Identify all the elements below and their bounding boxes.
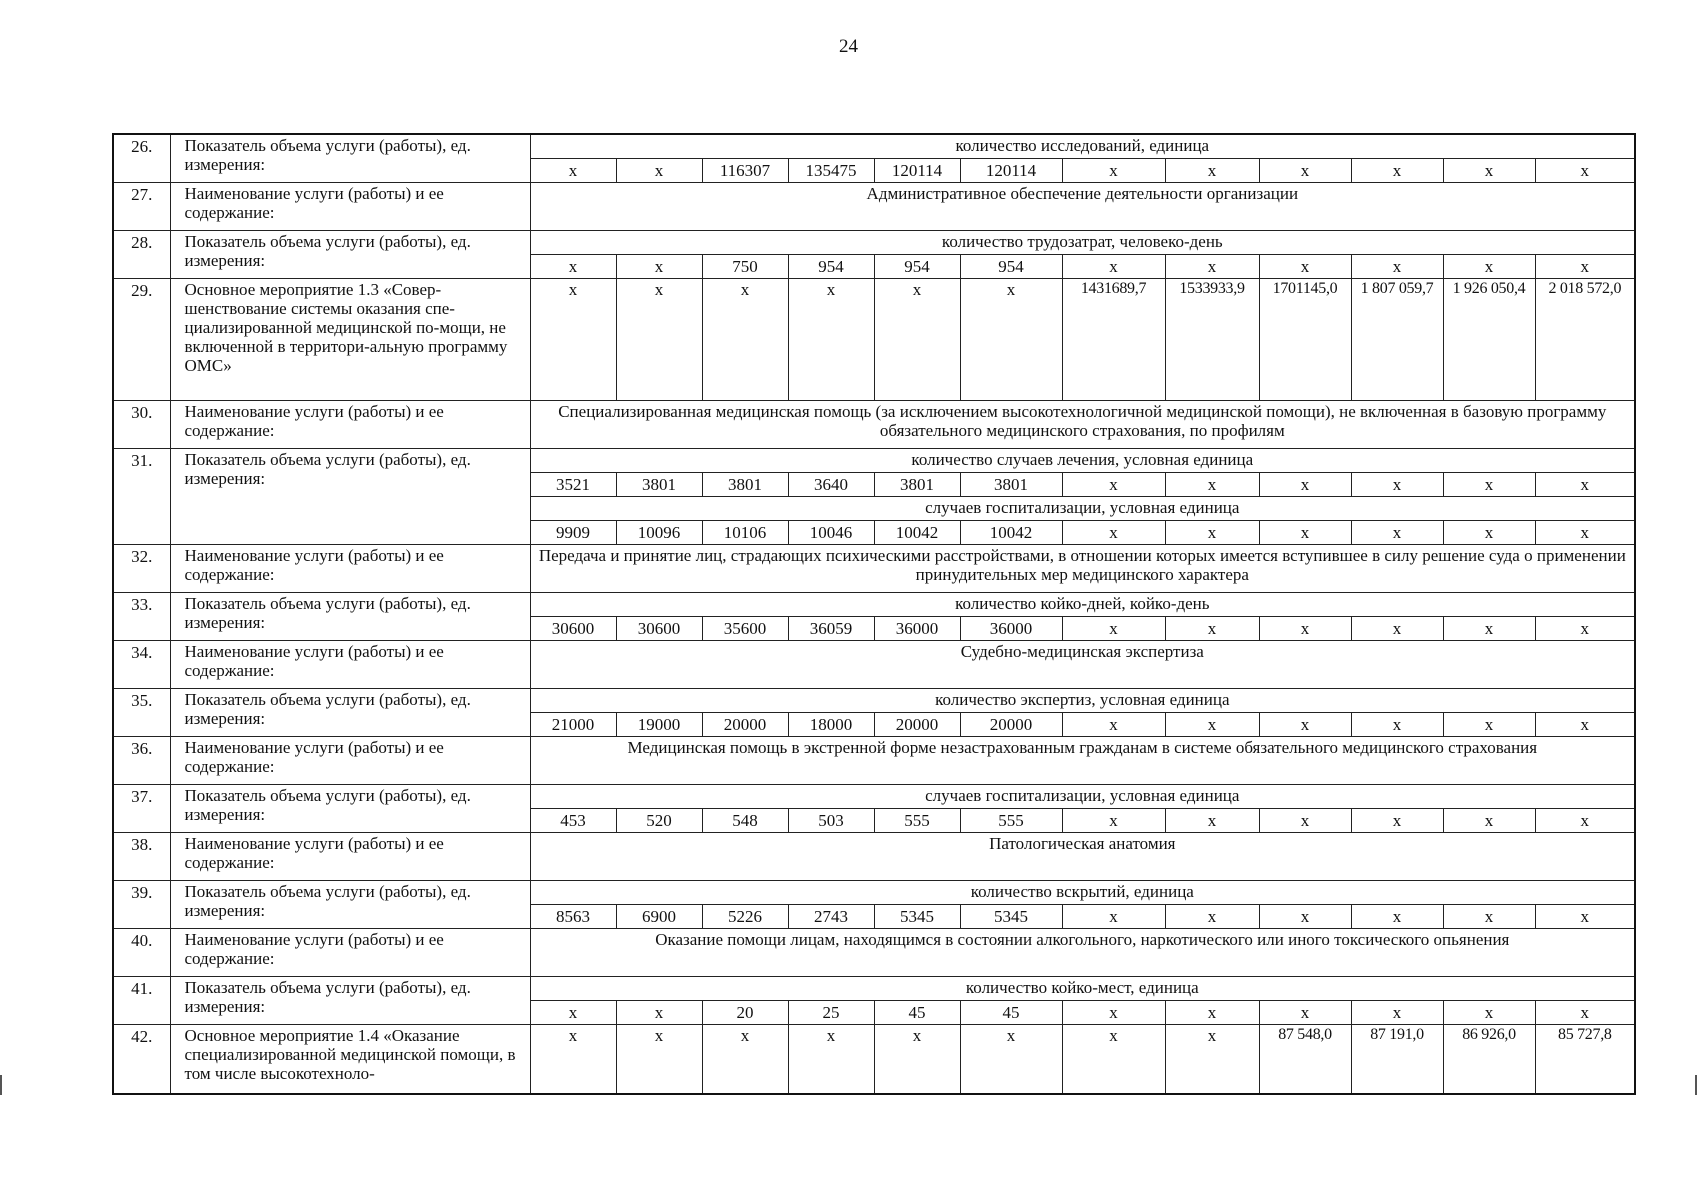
value-cell: x <box>1443 254 1535 278</box>
value-cell: 1 807 059,7 <box>1351 278 1443 400</box>
value-cell: x <box>1259 616 1351 640</box>
value-cell: x <box>1351 808 1443 832</box>
row-label: Показатель объема услуги (работы), ед. измерения: <box>170 880 530 928</box>
table-row <box>113 448 1635 472</box>
value-cell: 21000 <box>530 712 616 736</box>
row-number: 42. <box>113 1024 170 1094</box>
value-cell: 954 <box>788 254 874 278</box>
value-cell: x <box>530 1000 616 1024</box>
value-cell: 555 <box>960 808 1062 832</box>
value-cell: 87 548,0 <box>1259 1024 1351 1094</box>
value-cell: 3801 <box>960 472 1062 496</box>
value-cell: 85 727,8 <box>1535 1024 1635 1094</box>
value-cell: 10042 <box>874 520 960 544</box>
table-row <box>113 134 1635 158</box>
value-cell: x <box>1165 904 1259 928</box>
value-cell: 10106 <box>702 520 788 544</box>
value-cell: x <box>960 278 1062 400</box>
value-cell: 548 <box>702 808 788 832</box>
value-cell: 1701145,0 <box>1259 278 1351 400</box>
value-cell: x <box>1535 254 1635 278</box>
value-cell: 120114 <box>960 158 1062 182</box>
row-label: Наименование услуги (работы) и ее содержание: <box>170 544 530 592</box>
value-cell: x <box>1165 520 1259 544</box>
table-row <box>113 544 1635 592</box>
value-cell: 8563 <box>530 904 616 928</box>
unit-of-measure: количество койко-мест, единица <box>530 976 1635 1000</box>
value-cell: x <box>1259 520 1351 544</box>
value-cell: x <box>616 278 702 400</box>
value-cell: x <box>1259 472 1351 496</box>
value-cell: x <box>1062 904 1165 928</box>
row-label: Наименование услуги (работы) и ее содержание: <box>170 400 530 448</box>
table-row <box>113 880 1635 904</box>
value-cell: x <box>960 1024 1062 1094</box>
row-number: 29. <box>113 278 170 400</box>
value-cell: x <box>1443 1000 1535 1024</box>
table-row <box>113 182 1635 230</box>
service-name: Передача и принятие лиц, страдающих психическими расстройствами, в отношении которых имеется вступившее в силу решение суда о применении принудительных мер медицинского характера <box>530 544 1635 592</box>
value-cell: x <box>616 158 702 182</box>
table-row <box>113 832 1635 880</box>
value-cell: x <box>616 1024 702 1094</box>
value-cell: x <box>1443 712 1535 736</box>
row-label: Показатель объема услуги (работы), ед. измерения: <box>170 134 530 182</box>
value-cell: x <box>1062 254 1165 278</box>
row-number: 41. <box>113 976 170 1024</box>
value-cell: 19000 <box>616 712 702 736</box>
value-cell: x <box>1259 1000 1351 1024</box>
table-row <box>113 784 1635 808</box>
value-cell: x <box>1062 158 1165 182</box>
value-cell: 20000 <box>960 712 1062 736</box>
table-row <box>113 230 1635 254</box>
service-name: Медицинская помощь в экстренной форме незастрахованным гражданам в системе обязательного медицинского страхования <box>530 736 1635 784</box>
value-cell: 20000 <box>874 712 960 736</box>
value-cell: x <box>1443 904 1535 928</box>
value-cell: 18000 <box>788 712 874 736</box>
value-cell: x <box>1062 1000 1165 1024</box>
value-cell: x <box>1535 616 1635 640</box>
value-cell: 135475 <box>788 158 874 182</box>
service-name: Оказание помощи лицам, находящимся в состоянии алкогольного, наркотического или иного токсического опьянения <box>530 928 1635 976</box>
value-cell: 45 <box>874 1000 960 1024</box>
value-cell: x <box>1351 712 1443 736</box>
row-number: 39. <box>113 880 170 928</box>
value-cell: 36000 <box>874 616 960 640</box>
value-cell: x <box>530 278 616 400</box>
value-cell: 86 926,0 <box>1443 1024 1535 1094</box>
value-cell: x <box>788 1024 874 1094</box>
value-cell: 1 926 050,4 <box>1443 278 1535 400</box>
value-cell: x <box>1062 616 1165 640</box>
value-cell: 5345 <box>874 904 960 928</box>
value-cell: x <box>1535 472 1635 496</box>
value-cell: x <box>1351 904 1443 928</box>
value-cell: 2743 <box>788 904 874 928</box>
value-cell: x <box>1443 616 1535 640</box>
value-cell: x <box>1351 1000 1443 1024</box>
value-cell: x <box>1165 1000 1259 1024</box>
value-cell: 750 <box>702 254 788 278</box>
table-row <box>113 400 1635 448</box>
value-cell: x <box>1165 712 1259 736</box>
value-cell: 30600 <box>616 616 702 640</box>
row-number: 30. <box>113 400 170 448</box>
table-row <box>113 736 1635 784</box>
value-cell: 3801 <box>702 472 788 496</box>
value-cell: 36059 <box>788 616 874 640</box>
unit-of-measure: количество экспертиз, условная единица <box>530 688 1635 712</box>
service-name: Специализированная медицинская помощь (за исключением высокотехнологичной медицинской помощи), не включенная в базовую программу обязательного медицинского страхования, по профилям <box>530 400 1635 448</box>
table-row <box>113 688 1635 712</box>
row-number: 37. <box>113 784 170 832</box>
value-cell: 6900 <box>616 904 702 928</box>
value-cell: x <box>1165 254 1259 278</box>
value-cell: x <box>1259 158 1351 182</box>
unit-of-measure: количество вскрытий, единица <box>530 880 1635 904</box>
value-cell: x <box>1351 472 1443 496</box>
value-cell: x <box>1351 254 1443 278</box>
value-cell: 10042 <box>960 520 1062 544</box>
value-cell: x <box>1535 520 1635 544</box>
value-cell: x <box>874 1024 960 1094</box>
row-label: Основное мероприятие 1.4 «Оказание специализированной медицинской помощи, в том числе высокотехноло- <box>170 1024 530 1094</box>
value-cell: x <box>530 254 616 278</box>
value-cell: x <box>1165 158 1259 182</box>
row-number: 34. <box>113 640 170 688</box>
unit-of-measure: количество случаев лечения, условная единица <box>530 448 1635 472</box>
value-cell: x <box>1062 712 1165 736</box>
value-cell: x <box>1443 808 1535 832</box>
row-label: Показатель объема услуги (работы), ед. измерения: <box>170 784 530 832</box>
value-cell: x <box>1062 472 1165 496</box>
value-cell: x <box>1259 808 1351 832</box>
table-row <box>113 640 1635 688</box>
value-cell: 20 <box>702 1000 788 1024</box>
unit-of-measure: количество койко-дней, койко-день <box>530 592 1635 616</box>
row-label: Показатель объема услуги (работы), ед. измерения: <box>170 448 530 544</box>
table-row <box>113 976 1635 1000</box>
value-cell: 3521 <box>530 472 616 496</box>
value-cell: 35600 <box>702 616 788 640</box>
value-cell: 10046 <box>788 520 874 544</box>
value-cell: x <box>1259 254 1351 278</box>
value-cell: 30600 <box>530 616 616 640</box>
value-cell: 2 018 572,0 <box>1535 278 1635 400</box>
value-cell: x <box>788 278 874 400</box>
row-label: Основное мероприятие 1.3 «Совер-шенствование системы оказания спе-циализированной медицинской по-мощи, не включенной в территори-альную программу ОМС» <box>170 278 530 400</box>
value-cell: x <box>702 278 788 400</box>
value-cell: x <box>1062 520 1165 544</box>
value-cell: x <box>702 1024 788 1094</box>
row-label: Показатель объема услуги (работы), ед. измерения: <box>170 688 530 736</box>
value-cell: 120114 <box>874 158 960 182</box>
row-label: Наименование услуги (работы) и ее содержание: <box>170 640 530 688</box>
service-name: Судебно-медицинская экспертиза <box>530 640 1635 688</box>
value-cell: 3801 <box>616 472 702 496</box>
value-cell: 1533933,9 <box>1165 278 1259 400</box>
row-label: Показатель объема услуги (работы), ед. измерения: <box>170 230 530 278</box>
table-row <box>113 592 1635 616</box>
row-number: 28. <box>113 230 170 278</box>
value-cell: x <box>1535 808 1635 832</box>
value-cell: x <box>1443 520 1535 544</box>
value-cell: 453 <box>530 808 616 832</box>
value-cell: x <box>1165 472 1259 496</box>
row-number: 26. <box>113 134 170 182</box>
value-cell: x <box>1351 616 1443 640</box>
value-cell: 1431689,7 <box>1062 278 1165 400</box>
row-number: 38. <box>113 832 170 880</box>
value-cell: 87 191,0 <box>1351 1024 1443 1094</box>
value-cell: 3640 <box>788 472 874 496</box>
value-cell: 10096 <box>616 520 702 544</box>
row-number: 40. <box>113 928 170 976</box>
table-row <box>113 1024 1635 1094</box>
service-name: Патологическая анатомия <box>530 832 1635 880</box>
row-label: Наименование услуги (работы) и ее содержание: <box>170 928 530 976</box>
unit-of-measure: количество исследований, единица <box>530 134 1635 158</box>
row-label: Показатель объема услуги (работы), ед. измерения: <box>170 592 530 640</box>
service-name: Административное обеспечение деятельности организации <box>530 182 1635 230</box>
value-cell: x <box>874 278 960 400</box>
value-cell: x <box>1259 712 1351 736</box>
row-label: Наименование услуги (работы) и ее содержание: <box>170 182 530 230</box>
value-cell: x <box>530 1024 616 1094</box>
table-row <box>113 928 1635 976</box>
value-cell: x <box>1535 158 1635 182</box>
row-number: 32. <box>113 544 170 592</box>
value-cell: 36000 <box>960 616 1062 640</box>
value-cell: 954 <box>874 254 960 278</box>
program-indicators-table <box>112 133 1636 1095</box>
value-cell: 503 <box>788 808 874 832</box>
value-cell: x <box>1351 158 1443 182</box>
value-cell: x <box>1535 1000 1635 1024</box>
value-cell: x <box>1259 904 1351 928</box>
value-cell: 520 <box>616 808 702 832</box>
value-cell: 20000 <box>702 712 788 736</box>
value-cell: 5345 <box>960 904 1062 928</box>
value-cell: 555 <box>874 808 960 832</box>
value-cell: 954 <box>960 254 1062 278</box>
value-cell: x <box>1062 1024 1165 1094</box>
value-cell: 3801 <box>874 472 960 496</box>
row-label: Наименование услуги (работы) и ее содержание: <box>170 832 530 880</box>
value-cell: x <box>1443 158 1535 182</box>
value-cell: x <box>1165 1024 1259 1094</box>
value-cell: x <box>616 254 702 278</box>
value-cell: x <box>1443 472 1535 496</box>
value-cell: x <box>1165 808 1259 832</box>
row-label: Показатель объема услуги (работы), ед. измерения: <box>170 976 530 1024</box>
unit-of-measure: случаев госпитализации, условная единица <box>530 784 1635 808</box>
row-number: 31. <box>113 448 170 544</box>
value-cell: 116307 <box>702 158 788 182</box>
scan-edge-mark <box>0 1075 2 1095</box>
value-cell: x <box>1535 904 1635 928</box>
value-cell: 5226 <box>702 904 788 928</box>
unit-of-measure: случаев госпитализации, условная единица <box>530 496 1635 520</box>
value-cell: 45 <box>960 1000 1062 1024</box>
value-cell: x <box>616 1000 702 1024</box>
value-cell: x <box>530 158 616 182</box>
row-number: 36. <box>113 736 170 784</box>
table-row <box>113 278 1635 400</box>
row-number: 35. <box>113 688 170 736</box>
row-number: 27. <box>113 182 170 230</box>
value-cell: x <box>1351 520 1443 544</box>
value-cell: 9909 <box>530 520 616 544</box>
row-label: Наименование услуги (работы) и ее содержание: <box>170 736 530 784</box>
row-number: 33. <box>113 592 170 640</box>
value-cell: x <box>1535 712 1635 736</box>
value-cell: x <box>1062 808 1165 832</box>
value-cell: x <box>1165 616 1259 640</box>
page-number: 24 <box>839 36 858 57</box>
unit-of-measure: количество трудозатрат, человеко-день <box>530 230 1635 254</box>
value-cell: 25 <box>788 1000 874 1024</box>
